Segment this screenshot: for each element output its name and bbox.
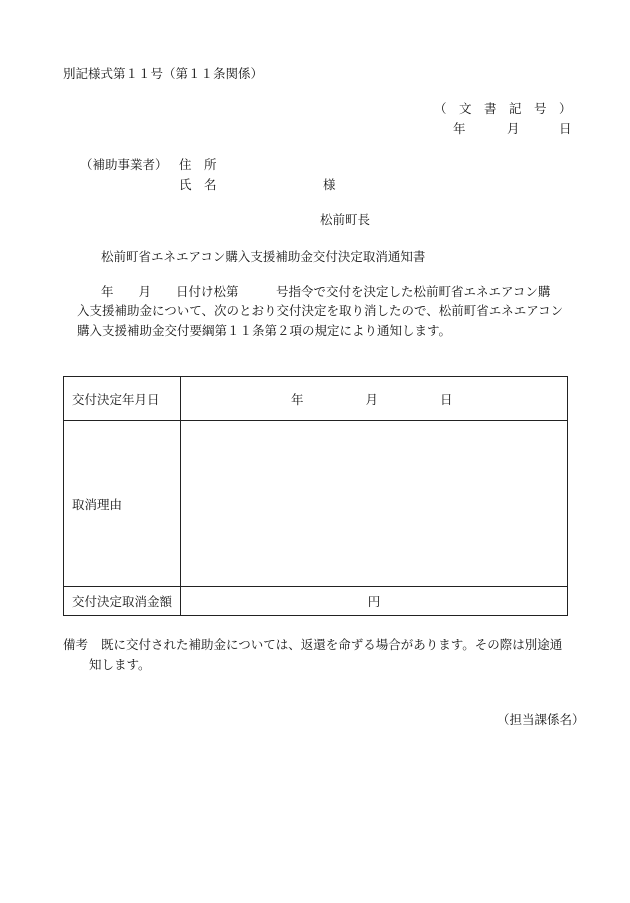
- cancel-amount-label: 交付決定取消金額: [64, 587, 181, 616]
- note-line-2: 知します。: [89, 657, 151, 672]
- document-number: （ 文 書 記 号 ）: [434, 101, 572, 116]
- date-year: 年: [453, 121, 466, 136]
- sender: 松前町長: [320, 212, 371, 227]
- document-title: 松前町省エネエアコン購入支援補助金交付決定取消通知書: [101, 249, 426, 264]
- yen-unit: 円: [367, 594, 381, 609]
- body-line-3: 購入支援補助金交付要綱第１１条第２項の規定により通知します。: [77, 323, 452, 338]
- name-label: 氏 名: [179, 177, 217, 192]
- note-label: 備考: [63, 637, 89, 652]
- department: （担当課係名）: [497, 712, 585, 727]
- table-row: [64, 587, 568, 616]
- cancel-amount-value: [181, 587, 568, 616]
- recipient-label: （補助事業者）: [80, 157, 168, 172]
- decision-date-year: 年: [291, 391, 304, 407]
- decision-date-value: [181, 377, 568, 421]
- decision-date-label: 交付決定年月日: [64, 377, 181, 421]
- address-label: 住 所: [179, 157, 217, 172]
- details-table: [63, 376, 568, 616]
- table-row: [64, 377, 568, 421]
- date-day: 日: [559, 121, 572, 136]
- body-line-1: 年 月 日付け松第 号指令で交付を決定した松前町省エネエアコン購: [101, 284, 551, 299]
- date-month: 月: [507, 121, 520, 136]
- decision-date-day: 日: [440, 391, 453, 407]
- note-line-1: 既に交付された補助金については、返還を命ずる場合があります。その際は別途通: [101, 637, 563, 652]
- body-line-2: 入支援補助金について、次のとおり交付決定を取り消したので、松前町省エネエアコン: [77, 303, 564, 318]
- cancel-reason-value: [181, 421, 568, 587]
- table-row: [64, 421, 568, 587]
- honorific: 様: [323, 177, 336, 192]
- decision-date-month: 月: [365, 391, 379, 407]
- form-number: 別記様式第１１号（第１１条関係）: [63, 66, 264, 81]
- cancel-reason-label: 取消理由: [64, 421, 181, 587]
